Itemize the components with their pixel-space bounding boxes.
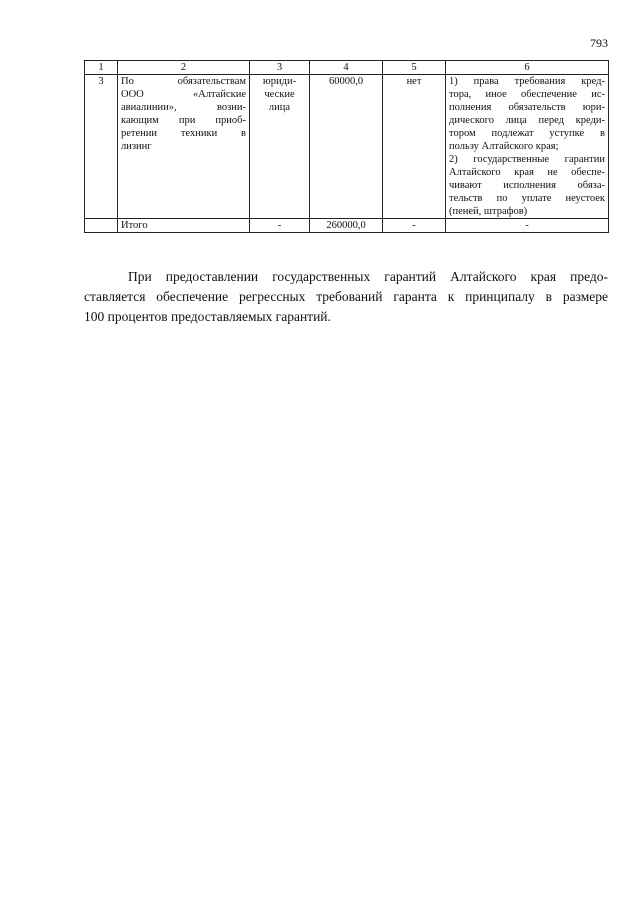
obligation-line: кающим при приоб- [121, 115, 246, 126]
amount-cell: 60000,0 [310, 75, 383, 219]
conditions-cell [446, 75, 609, 219]
category-line: ческие [264, 89, 295, 100]
total-regress: - [383, 219, 446, 233]
condition-line: тором подлежат уступке в [449, 128, 605, 139]
obligation-line: По обязательствам [121, 76, 246, 87]
table-row [85, 75, 609, 219]
total-category: - [250, 219, 310, 233]
category-cell [250, 75, 310, 219]
condition-line: 2) государственные гарантии [449, 154, 605, 165]
header-cell: 2 [118, 61, 250, 75]
category-line: юриди- [262, 76, 297, 87]
page-number: 793 [590, 36, 608, 50]
obligation-line: ретении техники в [121, 128, 246, 139]
total-empty-cell [85, 219, 118, 233]
total-row [85, 219, 609, 233]
header-cell: 4 [310, 61, 383, 75]
header-row [85, 61, 609, 75]
total-conditions: - [446, 219, 609, 233]
condition-line: чивают исполнения обяза- [449, 180, 605, 191]
guarantees-table [84, 60, 609, 233]
condition-line: полнения обязательств юри- [449, 102, 605, 113]
header-cell: 6 [446, 61, 609, 75]
obligation-line: ООО «Алтайские [121, 89, 246, 100]
total-amount: 260000,0 [310, 219, 383, 233]
header-cell: 5 [383, 61, 446, 75]
regress-cell: нет [383, 75, 446, 219]
obligation-line: авиалинии», возни- [121, 102, 246, 113]
category-line: лица [268, 102, 291, 113]
header-cell: 3 [250, 61, 310, 75]
paragraph-line: 100 процентов предоставляемых гарантий. [84, 309, 331, 324]
paragraph-line: При предоставлении государственных гарантий Алтайского края предо- [128, 269, 608, 284]
condition-line: тора, иное обеспечение ис- [449, 89, 605, 100]
condition-line: (пеней, штрафов) [449, 206, 528, 217]
header-cell: 1 [85, 61, 118, 75]
obligation-cell [118, 75, 250, 219]
row-number: 3 [85, 75, 118, 219]
condition-line: пользу Алтайского края; [449, 141, 559, 152]
paragraph-line: ставляется обеспечение регрессных требований гаранта к принципалу в размере [84, 289, 608, 304]
total-label: Итого [118, 219, 250, 233]
body-paragraph [84, 267, 608, 327]
condition-line: Алтайского края не обеспе- [449, 167, 605, 178]
condition-line: 1) права требования кред- [449, 76, 605, 87]
condition-line: тельств по уплате неустоек [449, 193, 605, 204]
obligation-line: лизинг [121, 141, 152, 152]
condition-line: дического лица перед креди- [449, 115, 605, 126]
